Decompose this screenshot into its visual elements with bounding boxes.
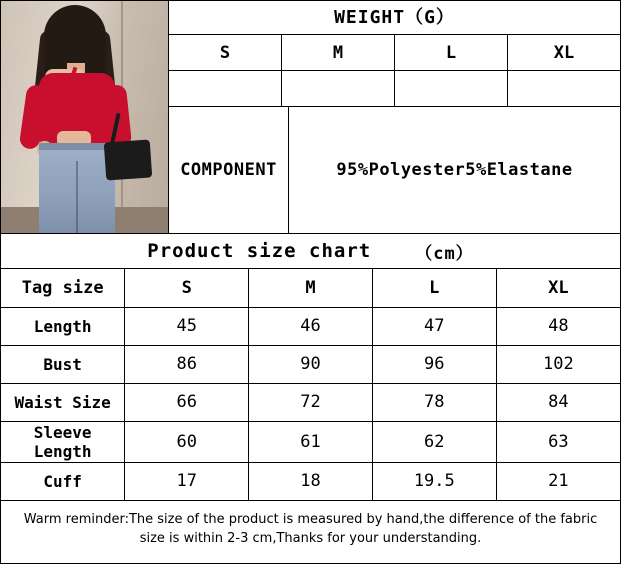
weight-value-xl xyxy=(508,71,620,106)
cuff-l: 19.5 xyxy=(372,462,496,500)
header-xl: XL xyxy=(496,269,620,307)
bust-xl: 102 xyxy=(496,345,620,383)
length-l: 47 xyxy=(372,307,496,345)
bust-s: 86 xyxy=(125,345,249,383)
cuff-m: 18 xyxy=(249,462,373,500)
table-row xyxy=(1,421,620,462)
waist-s: 66 xyxy=(125,383,249,421)
product-photo xyxy=(1,1,169,233)
top-section xyxy=(1,1,620,233)
sleeve-l: 62 xyxy=(372,421,496,462)
weight-value-s xyxy=(169,71,282,106)
table-row xyxy=(1,307,620,345)
size-chart-table xyxy=(1,269,620,500)
weight-value-m xyxy=(282,71,395,106)
row-label-sleeve-length: Sleeve Length xyxy=(1,421,125,462)
table-row xyxy=(1,383,620,421)
bust-m: 90 xyxy=(249,345,373,383)
row-label-bust: Bust xyxy=(1,345,125,383)
row-label-cuff: Cuff xyxy=(1,462,125,500)
weight-size-header-l: L xyxy=(395,35,508,70)
weight-size-header-s: S xyxy=(169,35,282,70)
weight-size-header-m: M xyxy=(282,35,395,70)
weight-size-header-xl: XL xyxy=(553,42,575,63)
table-header-row xyxy=(1,269,620,307)
row-label-length: Length xyxy=(1,307,125,345)
length-m: 46 xyxy=(249,307,373,345)
sleeve-xl: 63 xyxy=(496,421,620,462)
jeans-seam xyxy=(76,161,78,233)
bust-l: 96 xyxy=(372,345,496,383)
sleeve-m: 61 xyxy=(249,421,373,462)
row-label-waist-size: Waist Size xyxy=(1,383,125,421)
component-value: 95%Polyester5%Elastane xyxy=(336,160,573,180)
waist-xl: 84 xyxy=(496,383,620,421)
length-xl: 48 xyxy=(496,307,620,345)
size-chart-title: Product size chart xyxy=(147,240,372,262)
length-s: 45 xyxy=(125,307,249,345)
cuff-xl: 21 xyxy=(548,471,569,492)
waist-l: 78 xyxy=(372,383,496,421)
sleeve-s: 60 xyxy=(125,421,249,462)
table-row xyxy=(1,345,620,383)
header-m: M xyxy=(249,269,373,307)
header-tag-size: Tag size xyxy=(1,269,125,307)
size-chart-title-row xyxy=(1,233,620,269)
header-s: S xyxy=(125,269,249,307)
component-label: COMPONENT xyxy=(169,107,289,233)
weight-size-header-row xyxy=(169,35,620,71)
component-row xyxy=(169,107,620,233)
note-line-1: Warm reminder:The size of the product is measured by hand,the difference of the fabric xyxy=(23,511,598,527)
handbag xyxy=(104,139,153,180)
header-l: L xyxy=(372,269,496,307)
cuff-s: 17 xyxy=(125,462,249,500)
weight-title: WEIGHT（G） xyxy=(169,1,620,35)
table-row xyxy=(1,462,620,500)
waist-m: 72 xyxy=(249,383,373,421)
note-line-2: size is within 2-3 cm,Thanks for your understanding. xyxy=(139,530,482,546)
weight-value-l xyxy=(395,71,508,106)
weight-table xyxy=(169,1,620,233)
size-chart-unit: （cm） xyxy=(415,243,474,264)
warm-reminder-note xyxy=(1,500,620,556)
weight-value-row xyxy=(169,71,620,107)
